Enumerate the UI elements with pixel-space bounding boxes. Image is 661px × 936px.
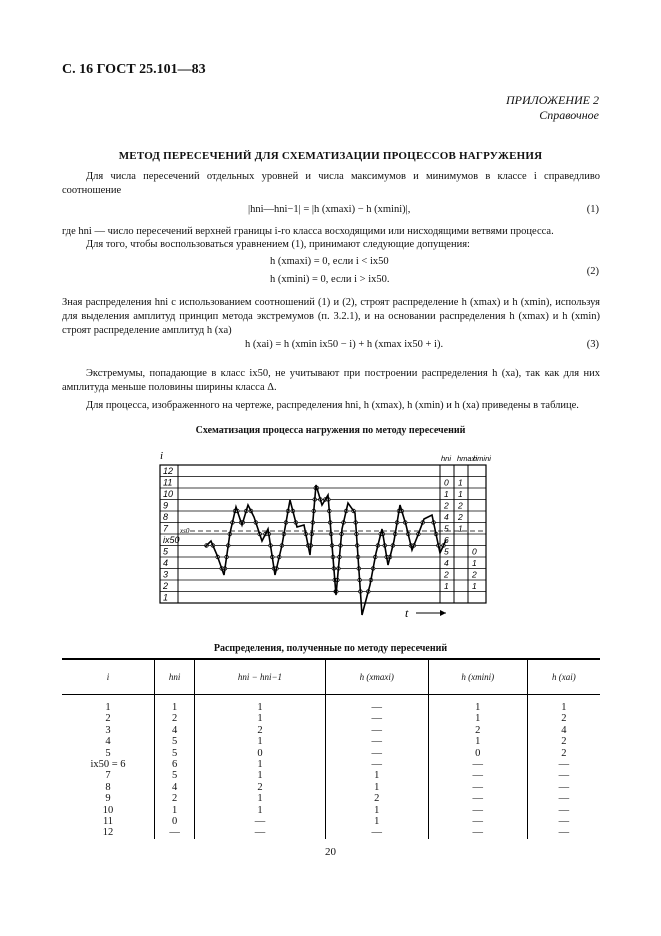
table-header-row — [62, 659, 600, 695]
level-label: 11 — [163, 477, 173, 488]
equation-1: |hni—hni−1| = |h (xmaxi) − h (xmini)|, — [248, 204, 411, 215]
figure-value: 5 — [444, 546, 449, 557]
paragraph-2: где hni — число пересечений верхней границы i-го класса восходящими или нисходящими ветвями процесса. — [62, 226, 554, 237]
figure-value: 0 — [472, 546, 477, 557]
figure-value: 4 — [444, 558, 449, 568]
table-cell: — — [428, 816, 527, 827]
figure-grid — [160, 465, 486, 603]
table-cell: 1 — [325, 816, 428, 827]
table-cell: 2 — [105, 713, 111, 725]
table-body — [62, 695, 600, 839]
table-row — [62, 770, 600, 781]
table-cell: 1 — [428, 736, 527, 747]
level-label: 7 — [163, 523, 169, 534]
table-cell: 1 — [325, 782, 428, 793]
level-label: 8 — [163, 512, 169, 522]
figure-value: 1 — [472, 581, 477, 591]
figure-value: 2 — [472, 569, 477, 580]
page-number: 20 — [325, 846, 336, 858]
level-label: 2 — [163, 581, 169, 591]
table-cell: — — [155, 827, 195, 838]
table-row — [62, 695, 600, 714]
table-cell: — — [527, 827, 600, 838]
paragraph-6: Для процесса, изображенного на чертеже, распределения hni, h (xmax), h (xmin) и h (xa) приведены в таблице. — [86, 400, 579, 411]
table-cell: 7 — [105, 770, 111, 782]
table-cell: 9 — [105, 793, 111, 805]
figure-value: 2 — [444, 500, 449, 511]
table-cell: 1 — [325, 770, 428, 781]
table-header-cell: hni — [155, 659, 195, 695]
table-cell: — — [527, 782, 600, 793]
paragraph-5: Экстремумы, попадающие в класс ix50, не учитывают при построении распределения h (xa), так как для них амплитуда меньше половины ширины класса Δ. — [62, 368, 600, 393]
table-cell: — — [428, 805, 527, 816]
table-cell: — — [428, 782, 527, 793]
table-cell: 5 — [155, 770, 195, 781]
figure-column-header: hni — [441, 454, 452, 463]
table-cell: — — [325, 713, 428, 724]
figure-column-header: hmaxi — [457, 454, 478, 463]
table-cell: 0 — [155, 816, 195, 827]
table-cell: 2 — [527, 736, 600, 747]
table-row — [62, 816, 600, 827]
level-label: 3 — [163, 569, 169, 580]
table-cell: 0 — [195, 748, 326, 759]
figure-right-headers — [441, 454, 491, 463]
table-cell: 2 — [527, 748, 600, 759]
table-cell: 0 — [428, 748, 527, 759]
table-cell: 1 — [195, 805, 326, 816]
table-row — [62, 759, 600, 770]
table-cell: — — [325, 736, 428, 747]
figure-caption: Схематизация процесса нагружения по методу пересечений — [195, 425, 466, 436]
figure-value: 1 — [458, 489, 463, 499]
table-cell: 1 — [527, 695, 600, 714]
table-cell: 1 — [195, 793, 326, 804]
figure-column-header: hmini — [473, 454, 491, 463]
figure-value: 4 — [444, 512, 449, 522]
table-row — [62, 805, 600, 816]
figure-value: 5 — [444, 523, 449, 534]
appendix-kind: Справочное — [539, 108, 599, 122]
equation-3: h (xai) = h (xmin ix50 − i) + h (xmax ix50 + i). — [245, 339, 444, 350]
table-cell: 12 — [102, 827, 114, 839]
table-cell: 1 — [195, 713, 326, 724]
table-cell: — — [428, 770, 527, 781]
table-cell: 10 — [102, 804, 114, 816]
section-title: МЕТОД ПЕРЕСЕЧЕНИЙ ДЛЯ СХЕМАТИЗАЦИИ ПРОЦЕССОВ НАГРУЖЕНИЯ — [118, 150, 543, 162]
table-cell: 2 — [195, 725, 326, 736]
table-header-cell: i — [62, 659, 155, 695]
table-row — [62, 782, 600, 793]
table-row — [62, 736, 600, 747]
paragraph-1: Для числа пересечений отдельных уровней и числа максимумов и минимумов в классе i справедливо соотношение — [62, 171, 600, 196]
table-row — [62, 748, 600, 759]
table-cell: 2 — [527, 713, 600, 724]
table-cell: 2 — [155, 793, 195, 804]
table-cell: — — [527, 793, 600, 804]
table-cell: 1 — [105, 702, 111, 713]
figure-level-labels — [162, 466, 180, 603]
table-cell: — — [325, 695, 428, 714]
figure-value: 2 — [444, 569, 449, 580]
figure-value: 6 — [444, 535, 449, 545]
table-cell: — — [428, 793, 527, 804]
time-arrow-head — [440, 610, 446, 616]
table-cell: 1 — [195, 759, 326, 770]
table-cell: ix50 = 6 — [90, 759, 126, 771]
table-cell: 4 — [155, 782, 195, 793]
mean-line-label: xs0 — [180, 527, 190, 535]
table-header-cell: h (xmini) — [428, 659, 527, 695]
figure-value: 2 — [458, 512, 463, 522]
table-row — [62, 713, 600, 724]
paragraph-3: Для того, чтобы воспользоваться уравнением (1), принимают следующие допущения: — [86, 239, 470, 250]
table-cell: 1 — [195, 736, 326, 747]
level-label: ix50 — [163, 535, 180, 545]
table-cell: 1 — [155, 805, 195, 816]
table-cell: — — [527, 805, 600, 816]
table-row — [62, 793, 600, 804]
equation-1-number: (1) — [586, 204, 599, 215]
figure-value: 0 — [444, 477, 449, 488]
table-cell: — — [527, 759, 600, 770]
table-cell: — — [195, 827, 326, 838]
table-cell: 4 — [155, 725, 195, 736]
appendix-label — [506, 93, 599, 123]
figure-value: 1 — [472, 558, 477, 568]
paragraph-4: Зная распределения hni с использованием соотношений (1) и (2), строят распределение h (xmax) и h (xmin), используя для выделения амплитуд принцип метода экстремумов (п. 3.2.1), и на основании распределения h (xmax) и h (xmin) строят распределение амплитуд h (xa) — [62, 297, 600, 336]
table-cell: 1 — [428, 695, 527, 714]
table-caption: Распределения, полученные по методу пересечений — [213, 643, 448, 654]
figure-value: 1 — [444, 489, 449, 499]
table-cell: 1 — [325, 805, 428, 816]
table-row — [62, 725, 600, 736]
equation-2b: h (xmini) = 0, если i > ix50. — [270, 274, 390, 285]
table-cell: 5 — [105, 747, 111, 759]
table-cell: 1 — [195, 695, 326, 714]
figure-value: 1 — [458, 477, 463, 488]
table-row — [62, 827, 600, 838]
table-cell: 2 — [195, 782, 326, 793]
level-label: 4 — [163, 558, 169, 568]
equation-2a: h (xmaxi) = 0, если i < ix50 — [270, 256, 389, 267]
distribution-table — [62, 658, 600, 839]
table-cell: — — [325, 759, 428, 770]
table-header-cell: h (xmaxi) — [325, 659, 428, 695]
level-label: 5 — [163, 546, 169, 557]
table-cell: — — [428, 759, 527, 770]
level-label: 9 — [163, 500, 169, 511]
appendix-number: ПРИЛОЖЕНИЕ 2 — [506, 93, 599, 107]
table-cell: 3 — [105, 724, 111, 736]
load-process-figure — [150, 445, 510, 620]
table-cell: — — [428, 827, 527, 838]
equation-2-number: (2) — [586, 266, 599, 277]
load-process-curve — [205, 485, 446, 615]
figure-value: 1 — [444, 581, 449, 591]
table-cell: — — [325, 748, 428, 759]
table-cell: 4 — [105, 736, 111, 748]
table-cell: 1 — [195, 770, 326, 781]
figure-value: 2 — [458, 500, 463, 511]
table-header-cell: hni − hni−1 — [195, 659, 326, 695]
table-cell: 4 — [527, 725, 600, 736]
table-cell: 1 — [428, 713, 527, 724]
page-header: С. 16 ГОСТ 25.101—83 — [62, 62, 206, 77]
level-label: 1 — [163, 592, 169, 603]
table-cell: — — [195, 816, 326, 827]
level-label: 10 — [163, 489, 174, 499]
table-cell: 8 — [105, 781, 111, 793]
table-cell: 11 — [102, 816, 114, 828]
table-cell: — — [325, 827, 428, 838]
figure-time-label: t — [405, 606, 409, 620]
table-cell: 1 — [155, 695, 195, 714]
equation-3-number: (3) — [586, 339, 599, 350]
table-header-cell: h (xai) — [527, 659, 600, 695]
figure-value: 1 — [458, 523, 463, 534]
table-cell: — — [527, 816, 600, 827]
table-cell: 2 — [325, 793, 428, 804]
table-cell: — — [527, 770, 600, 781]
table-cell: 2 — [428, 725, 527, 736]
level-label: 12 — [163, 466, 174, 476]
table-cell: — — [325, 725, 428, 736]
table-cell: 2 — [155, 713, 195, 724]
table-cell: 5 — [155, 748, 195, 759]
table-cell: 5 — [155, 736, 195, 747]
table-cell: 6 — [155, 759, 195, 770]
figure-axis-label: i — [160, 450, 164, 462]
